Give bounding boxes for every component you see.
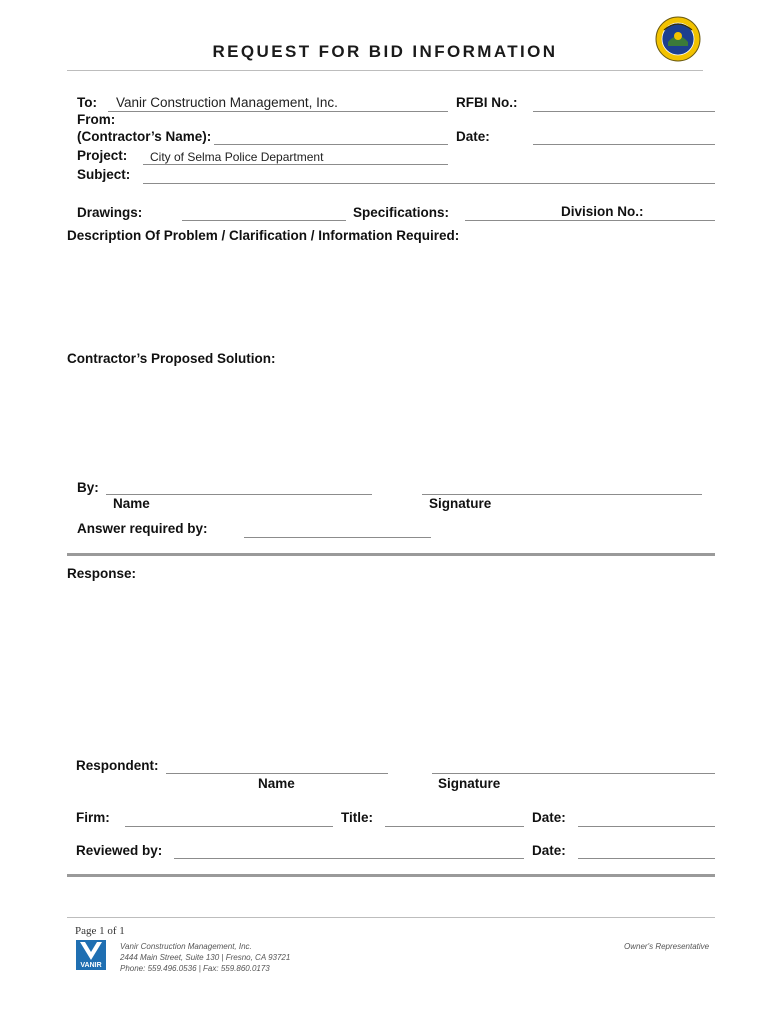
proposed-solution-label: Contractor’s Proposed Solution: xyxy=(67,351,276,366)
date-field-line[interactable] xyxy=(533,144,715,145)
response-date-field-line[interactable] xyxy=(578,826,715,827)
specifications-field-line[interactable] xyxy=(465,220,715,221)
by-signature-line[interactable] xyxy=(422,494,702,495)
by-label: By: xyxy=(77,480,99,495)
answer-required-label: Answer required by: xyxy=(77,521,208,536)
by-name-caption: Name xyxy=(113,496,150,511)
project-value: City of Selma Police Department xyxy=(150,150,324,164)
project-field-line[interactable] xyxy=(143,164,448,165)
section-divider xyxy=(67,553,715,556)
description-label: Description Of Problem / Clarification / Information Required: xyxy=(67,228,460,243)
contractor-name-field-line[interactable] xyxy=(214,144,448,145)
respondent-signature-caption: Signature xyxy=(438,776,501,791)
drawings-label: Drawings: xyxy=(77,205,143,220)
title-field-line[interactable] xyxy=(385,826,524,827)
respondent-name-caption: Name xyxy=(258,776,295,791)
response-label: Response: xyxy=(67,566,137,581)
division-label: Division No.: xyxy=(561,204,644,219)
reviewed-by-field-line[interactable] xyxy=(174,858,524,859)
header-rule xyxy=(67,70,703,71)
respondent-name-line[interactable] xyxy=(166,773,388,774)
from-label: From: xyxy=(77,112,116,127)
footer-owner-rep: Owner's Representative xyxy=(624,942,710,951)
footer-phone: Phone: 559.496.0536 | Fax: 559.860.0173 xyxy=(120,964,270,973)
contractor-name-label: (Contractor’s Name): xyxy=(77,129,212,144)
footer-rule xyxy=(67,917,715,918)
rfbi-field-line[interactable] xyxy=(533,111,715,112)
respondent-signature-line[interactable] xyxy=(432,773,715,774)
page-number: Page 1 of 1 xyxy=(75,925,125,937)
to-field-line[interactable] xyxy=(108,111,448,112)
drawings-field-line[interactable] xyxy=(182,220,346,221)
respondent-label: Respondent: xyxy=(76,758,159,773)
description-area[interactable] xyxy=(67,248,715,346)
title-label: Title: xyxy=(341,810,374,825)
reviewed-date-label: Date: xyxy=(532,843,566,858)
reviewed-date-field-line[interactable] xyxy=(578,858,715,859)
by-signature-caption: Signature xyxy=(429,496,492,511)
subject-field-line[interactable] xyxy=(143,183,715,184)
bottom-divider xyxy=(67,874,715,877)
firm-field-line[interactable] xyxy=(125,826,333,827)
specifications-label: Specifications: xyxy=(353,205,450,220)
page-title: REQUEST FOR BID INFORMATION xyxy=(212,42,558,61)
to-label: To: xyxy=(77,95,97,110)
answer-required-line[interactable] xyxy=(244,537,431,538)
to-value: Vanir Construction Management, Inc. xyxy=(116,95,338,110)
by-name-line[interactable] xyxy=(106,494,372,495)
footer-company: Vanir Construction Management, Inc. xyxy=(120,942,252,951)
proposed-solution-area[interactable] xyxy=(67,370,715,475)
response-area[interactable] xyxy=(67,586,715,754)
rfbi-label: RFBI No.: xyxy=(456,95,518,110)
date-label: Date: xyxy=(456,129,490,144)
reviewed-by-label: Reviewed by: xyxy=(76,843,163,858)
vanir-logo-text: VANIR xyxy=(80,962,102,969)
city-seal-icon xyxy=(655,16,701,62)
footer-address: 2444 Main Street, Suite 130 | Fresno, CA 93721 xyxy=(120,953,291,962)
subject-label: Subject: xyxy=(77,167,131,182)
firm-label: Firm: xyxy=(76,810,110,825)
response-date-label: Date: xyxy=(532,810,566,825)
project-label: Project: xyxy=(77,148,128,163)
